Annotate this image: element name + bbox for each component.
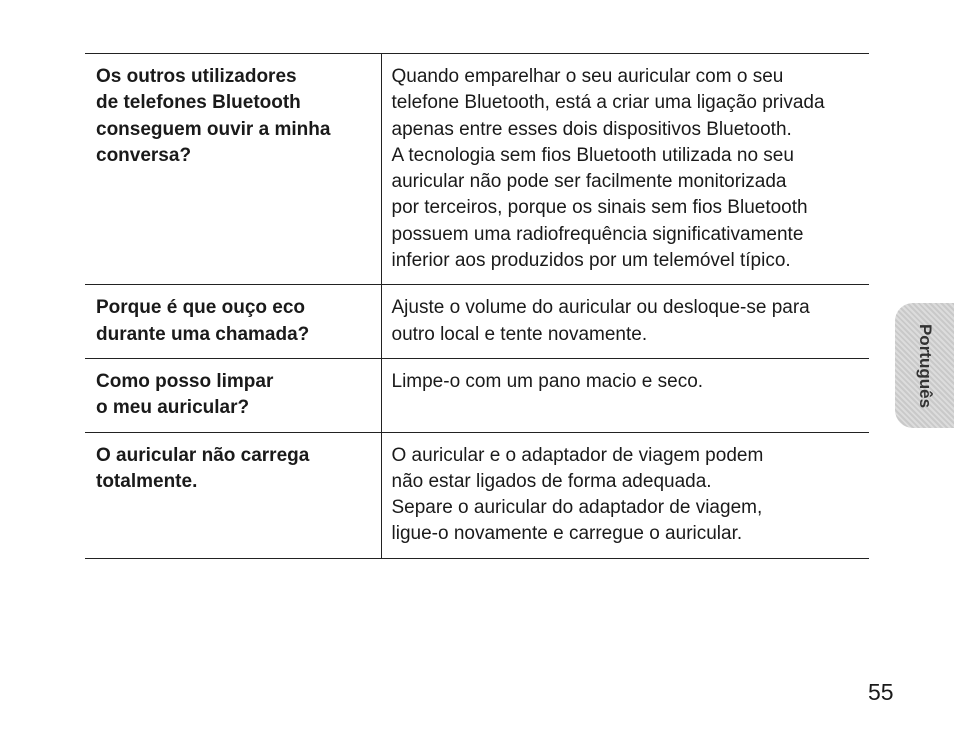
question-line: durante uma chamada? [96,323,310,345]
faq-row [85,54,869,285]
question-line: o meu auricular? [96,397,250,419]
answer-line: possuem uma radiofrequência significativamente [391,223,804,245]
faq-answer [381,54,869,285]
answer-line: Limpe-o com um pano macio e seco. [391,370,704,392]
answer-line: por terceiros, porque os sinais sem fios Bluetooth [391,197,808,219]
faq-question [85,54,381,285]
question-line: conseguem ouvir a minha [96,118,331,140]
question-line: conversa? [96,144,192,166]
faq-question [85,432,381,558]
faq-question [85,285,381,359]
answer-line: apenas entre esses dois dispositivos Bluetooth. [391,118,792,140]
answer-line: Separe o auricular do adaptador de viagem, [391,497,763,519]
language-side-tab [895,303,954,428]
answer-line: Quando emparelhar o seu auricular com o seu [391,66,784,87]
faq-row [85,358,869,432]
answer-line: A tecnologia sem fios Bluetooth utilizada no seu [391,144,794,166]
answer-line: auricular não pode ser facilmente monitorizada [391,171,787,193]
faq-table [85,53,869,559]
question-line: O auricular não carrega [96,444,310,466]
faq-row [85,285,869,359]
question-line: Os outros utilizadores [96,66,297,87]
faq-question [85,358,381,432]
question-line: Como posso limpar [96,370,274,392]
question-line: totalmente. [96,470,198,492]
answer-line: outro local e tente novamente. [391,323,648,345]
answer-line: telefone Bluetooth, está a criar uma ligação privada [391,92,825,114]
answer-line: Ajuste o volume do auricular ou desloque-se para [391,297,810,319]
question-line: Porque é que ouço eco [96,297,306,319]
page-number: 55 [868,679,894,705]
answer-line: ligue-o novamente e carregue o auricular. [391,523,743,545]
faq-answer [381,432,869,558]
language-label: Português [915,323,935,408]
question-line: de telefones Bluetooth [96,92,301,114]
answer-line: não estar ligados de forma adequada. [391,470,712,492]
answer-line: O auricular e o adaptador de viagem podem [391,444,764,466]
answer-line: inferior aos produzidos por um telemóvel típico. [391,250,791,272]
faq-row [85,432,869,558]
faq-answer [381,358,869,432]
faq-answer [381,285,869,359]
